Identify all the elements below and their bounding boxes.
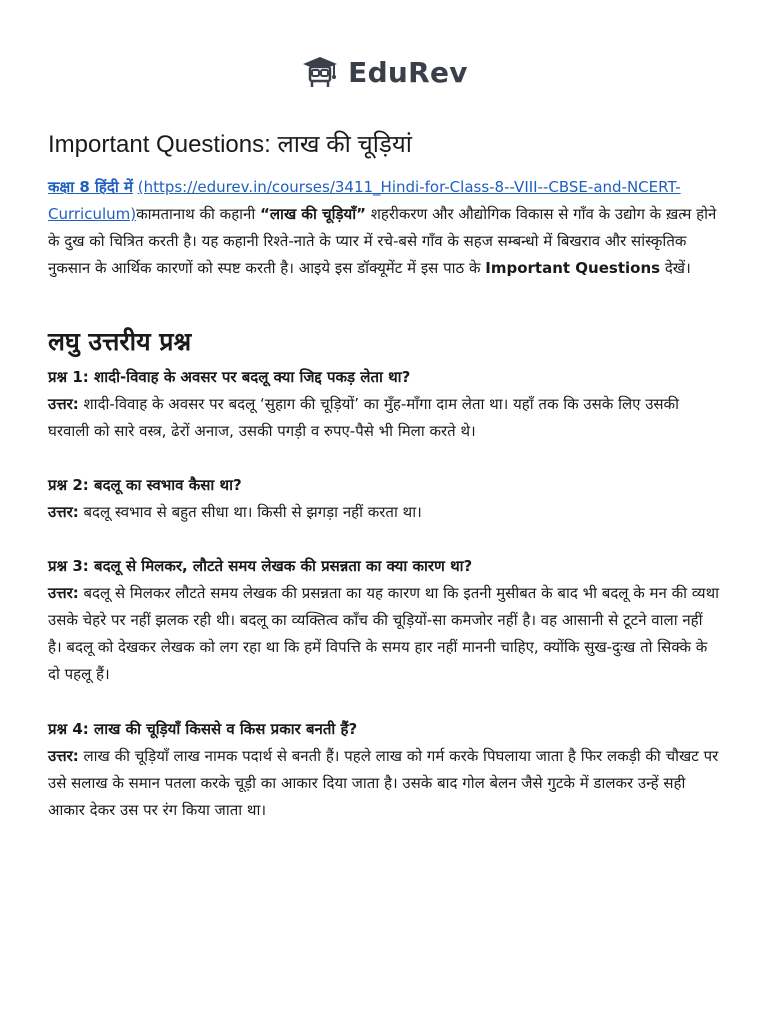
- question-4: प्रश्न 4: लाख की चूड़ियाँ किससे व किस प्रकार बनती हैं?: [48, 720, 358, 738]
- brand-header: [0, 52, 768, 92]
- answer-text-2: बदलू स्वभाव से बहुत सीधा था। किसी से झगड़ा नहीं करता था।: [78, 503, 422, 521]
- brand-name: EduRev: [348, 55, 468, 89]
- intro-text-part3: देखें।: [660, 259, 691, 277]
- question-1: प्रश्न 1: शादी-विवाह के अवसर पर बदलू क्या जिद्द पकड़ लेता था?: [48, 368, 411, 386]
- answer-2: [48, 499, 720, 526]
- answer-label-1: उत्तर:: [48, 395, 79, 413]
- answer-3: [48, 580, 720, 688]
- intro-text-part2: शहरीकरण और औद्योगिक विकास से गाँव के उद्योग के ख़त्म होने के दुख को चित्रित करती है। यह कहानी रिश्ते-नाते के प्यार में रचे-बसे गाँव के सहज सम्बन्धो में बिखराव और सांस्कृतिक नुकसान के आर्थिक कारणों को स्पष्ट करती है। आइये इस डॉक्यूमेंट में इस पाठ के: [48, 205, 717, 277]
- course-url-link[interactable]: (https://edurev.in/courses/3411_Hindi-for-Class-8--VIII--CBSE-and-NCERT-Curriculum): [48, 178, 681, 223]
- question-3: प्रश्न 3: बदलू से मिलकर, लौटते समय लेखक की प्रसन्नता का क्या कारण था?: [48, 557, 473, 575]
- qa-item-1: [48, 364, 720, 445]
- story-name: “लाख की चूड़ियाँ”: [260, 205, 366, 223]
- answer-text-4: लाख की चूड़ियाँ लाख नामक पदार्थ से बनती हैं। पहले लाख को गर्म करके पिघलाया जाता है फिर लकड़ी की चौखट पर उसे सलाख के समान पतला करके चूड़ी का आकार दिया जाता है। उसके बाद गोल बेलन जैसे गुटके में डालकर उन्हें सही आकार देकर उस पर रंग किया जाता था।: [48, 747, 719, 819]
- intro-paragraph: [48, 174, 720, 282]
- answer-label-4: उत्तर:: [48, 747, 79, 765]
- document-title: Important Questions: लाख की चूड़ियां: [48, 131, 412, 158]
- qa-item-3: [48, 553, 720, 688]
- section-title: लघु उत्तरीय प्रश्न: [48, 327, 192, 356]
- question-2: प्रश्न 2: बदलू का स्वभाव कैसा था?: [48, 476, 242, 494]
- course-link[interactable]: कक्षा 8 हिंदी में: [48, 178, 133, 196]
- qa-item-4: [48, 716, 720, 824]
- answer-1: [48, 391, 720, 445]
- answer-4: [48, 743, 720, 824]
- answer-label-2: उत्तर:: [48, 503, 79, 521]
- intro-emphasis: Important Questions: [485, 259, 661, 277]
- answer-text-3: बदलू से मिलकर लौटते समय लेखक की प्रसन्नता का यह कारण था कि इतनी मुसीबत के बाद भी बदलू के मन की व्यथा उसके चेहरे पर नहीं झलक रही थी। बदलू का व्यक्तित्व काँच की चूड़ियों-सा कमजोर नहीं है। वह आसानी से टूटने वाला नहीं है। बदलू को देखकर लेखक को लग रहा था कि हमें विपत्ति के समय हार नहीं माननी चाहिए, क्योंकि सुख-दुःख तो सिक्के के दो पहलू हैं।: [48, 584, 720, 683]
- answer-text-1: शादी-विवाह के अवसर पर बदलू ‘सुहाग की चूड़ियों’ का मुँह-माँगा दाम लेता था। यहाँ तक कि उसके लिए उसकी घरवाली को सारे वस्त्र, ढेरों अनाज, उसकी पगड़ी व रुपए-पैसे भी मिला करते थे।: [48, 395, 679, 440]
- qa-item-2: [48, 472, 720, 526]
- graduation-cap-icon: [300, 52, 340, 92]
- answer-label-3: उत्तर:: [48, 584, 79, 602]
- intro-text-part1: कामतानाथ की कहानी: [136, 205, 261, 223]
